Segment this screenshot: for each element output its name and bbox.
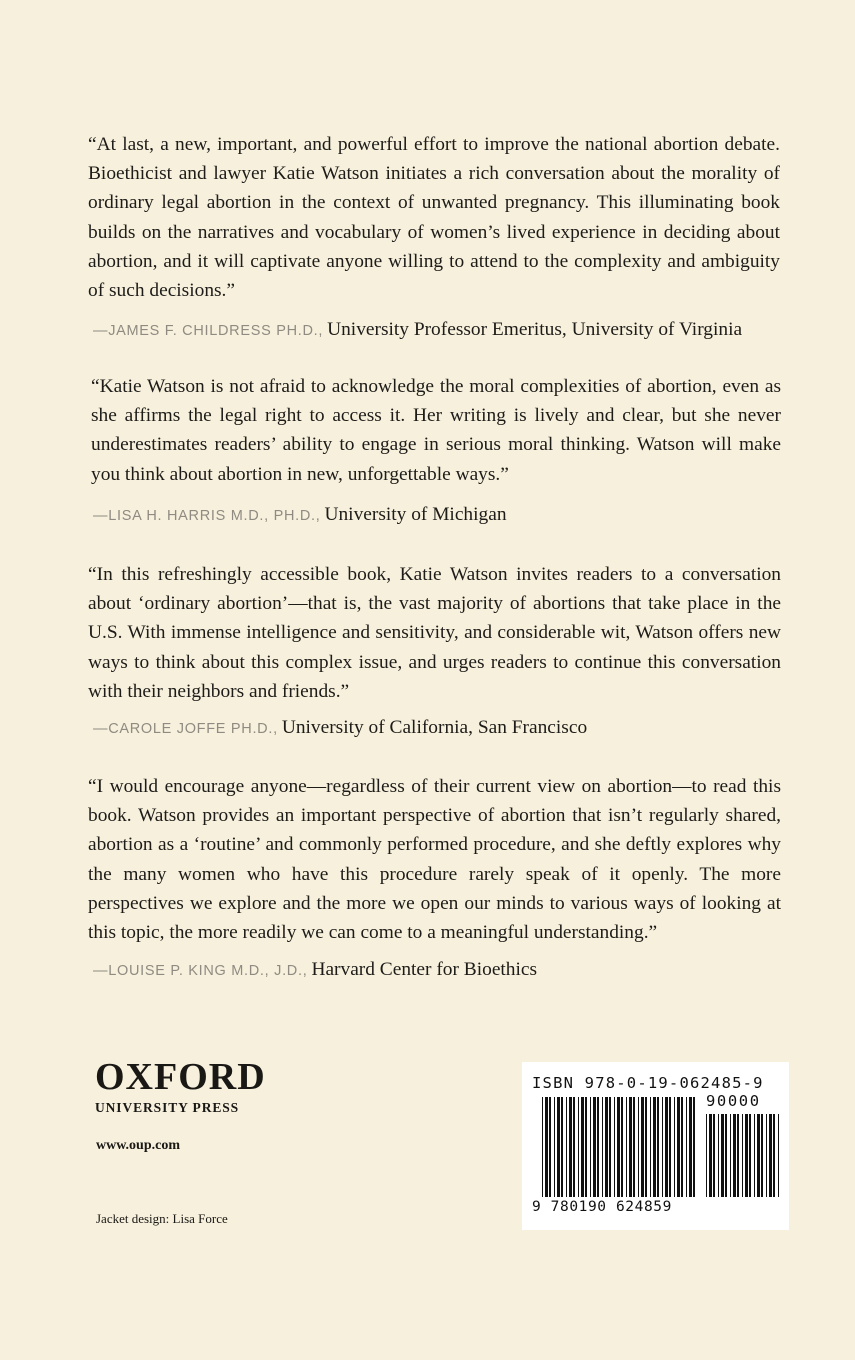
blurb-quote: “In this refreshingly accessible book, Katie Watson invites readers to a conversation about ‘ordinary abortion’—that is, the vast majority of abortions that take place in the U.S. With immense intelligence and sensitivity, and considerable wit, Watson offers new ways to think about this complex issue, and urges readers to continue this conversation with their neighbors and friends.”: [88, 564, 781, 702]
isbn-label: ISBN 978-0-19-062485-9: [532, 1074, 764, 1092]
blurb-attribution: [93, 503, 507, 528]
blurb-author: —LOUISE P. KING M.D., J.D.,: [93, 963, 308, 979]
publisher-url: www.oup.com: [96, 1138, 181, 1153]
blurb-quote: “I would encourage anyone—regardless of their current view on abortion—to read this book. Watson provides an important perspective of abortion that isn’t regularly shared, abortion as a ‘routine’ and commonly performed procedure, and she deftly explores why the many women who have this procedure rarely speak of it openly. The more perspectives we explore and the more we open our minds to various ways of looking at this topic, the more readily we can come to a meaningful understanding.”: [88, 776, 781, 944]
publisher-name: OXFORD: [95, 1056, 266, 1098]
blurb-attribution: [93, 318, 742, 343]
blurb-quote: “Katie Watson is not afraid to acknowledge the moral complexities of abortion, even as she affirms the legal right to access it. Her writing is lively and clear, but she never underestimates readers’ ability to engage in serious moral thinking. Watson will make you think about abortion in new, unforgettable ways.”: [91, 376, 781, 485]
isbn-barcode: [522, 1062, 789, 1230]
publisher-subname: UNIVERSITY PRESS: [95, 1100, 240, 1115]
blurb-affiliation: University Professor Emeritus, University of Virginia: [327, 319, 743, 340]
publisher-logo: [95, 1057, 266, 1117]
price-code: 90000: [706, 1092, 761, 1110]
blurb-quote: “At last, a new, important, and powerful effort to improve the national abortion debate. Bioethicist and lawyer Katie Watson initiates a rich conversation about the morality of ordinary legal abortion in the context of unwanted pregnancy. This illuminating book builds on the narratives and vocabulary of women’s lived experience in deciding about abortion, and it will captivate anyone willing to attend to the complexity and ambiguity of such decisions.”: [88, 134, 780, 302]
blurb-affiliation: University of California, San Francisco: [281, 717, 588, 738]
blurb-affiliation: University of Michigan: [324, 504, 507, 525]
blurb-author: —LISA H. HARRIS M.D., PH.D.,: [93, 508, 321, 524]
blurb-author: —JAMES F. CHILDRESS PH.D.,: [93, 323, 324, 339]
blurb-attribution: [93, 716, 587, 741]
blurb-attribution: [93, 958, 537, 983]
blurb-author: —CAROLE JOFFE PH.D.,: [93, 721, 278, 737]
blurb-affiliation: Harvard Center for Bioethics: [311, 959, 538, 980]
jacket-credit: Jacket design: Lisa Force: [96, 1211, 228, 1226]
barcode-digits: 9 780190 624859: [532, 1199, 672, 1215]
